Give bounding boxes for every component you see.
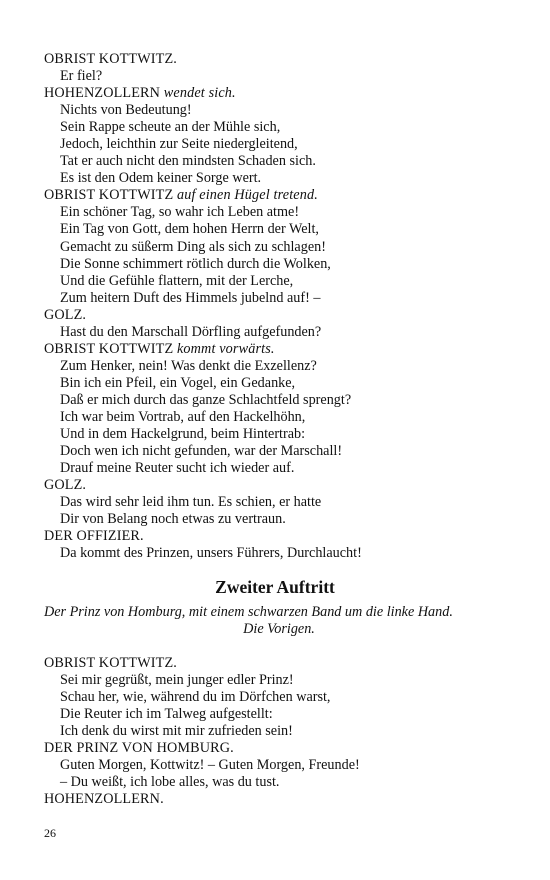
stage-direction-line: Die Vorigen.: [243, 621, 315, 638]
speaker-line: [44, 655, 514, 672]
speaker-name: HOHENZOLLERN.: [44, 791, 164, 808]
speaker-name: OBRIST KOTTWITZ: [44, 187, 174, 204]
verse-line: Bin ich ein Pfeil, ein Vogel, ein Gedanke,: [60, 374, 296, 391]
speaker-direction: auf einen Hügel tretend.: [176, 187, 318, 204]
verse-line: Tat er auch nicht den mindsten Schaden sich.: [60, 153, 316, 170]
speaker-direction: kommt vorwärts.: [176, 340, 275, 357]
verse-line: Und in dem Hackelgrund, beim Hintertrab:: [60, 426, 306, 443]
verse-line: Doch wen ich nicht gefunden, war der Marschall!: [60, 443, 343, 460]
verse-line: Guten Morgen, Kottwitz! – Guten Morgen, Freunde!: [60, 757, 360, 774]
speaker-direction: wendet sich.: [163, 85, 236, 102]
verse-line: Es ist den Odem keiner Sorge wert.: [60, 170, 262, 187]
verse-line: – Du weißt, ich lobe alles, was du tust.: [60, 774, 280, 791]
verse-line: Gemacht zu süßerm Ding als sich zu schlagen!: [60, 238, 326, 255]
verse-line: Zum Henker, nein! Was denkt die Exzellenz?: [60, 357, 317, 374]
page-number: 26: [44, 826, 56, 840]
verse-line: Sei mir gegrüßt, mein junger edler Prinz!: [60, 672, 294, 689]
verse-line: Die Reuter ich im Talweg aufgestellt:: [60, 706, 273, 723]
speaker-line: [44, 51, 514, 68]
speaker-line: [44, 740, 514, 757]
verse-line: Ich denk du wirst mit mir zufrieden sein!: [60, 723, 293, 740]
verse-line: Zum heitern Duft des Himmels jubelnd auf! –: [60, 289, 321, 306]
speaker-name: OBRIST KOTTWITZ.: [44, 655, 177, 671]
verse-line: Da kommt des Prinzen, unsers Führers, Durchlaucht!: [60, 545, 362, 562]
speaker-name: DER PRINZ VON HOMBURG.: [44, 740, 234, 757]
dialogue-block-scene-1: [44, 51, 514, 562]
scene-heading: Zweiter Auftritt: [215, 577, 335, 597]
verse-line: Drauf meine Reuter sucht ich wieder auf.: [60, 460, 295, 477]
verse-line: Hast du den Marschall Dörfling aufgefunden?: [60, 323, 322, 340]
verse-line: Schau her, wie, während du im Dörfchen warst,: [60, 689, 331, 706]
verse-line: Dir von Belang noch etwas zu vertraun.: [60, 511, 286, 528]
verse-line: Das wird sehr leid ihm tun. Es schien, er hatte: [60, 494, 322, 511]
verse-line: Jedoch, leichthin zur Seite niedergleitend,: [60, 136, 298, 153]
dialogue-block-scene-2: [44, 655, 514, 808]
verse-line: Ich war beim Vortrab, auf den Hackelhöhn,: [60, 408, 306, 425]
speaker-name: OBRIST KOTTWITZ: [44, 340, 174, 357]
speaker-name: GOLZ.: [44, 306, 87, 323]
verse-line: Sein Rappe scheute an der Mühle sich,: [60, 119, 281, 136]
verse-line: Nichts von Bedeutung!: [60, 102, 192, 119]
verse-line: Ein Tag von Gott, dem hohen Herrn der Welt,: [60, 221, 319, 238]
speaker-line: [44, 341, 514, 358]
speaker-line: [44, 307, 514, 324]
speaker-line: [44, 791, 514, 808]
speaker-name: HOHENZOLLERN: [44, 85, 161, 102]
speaker-name: OBRIST KOTTWITZ.: [44, 51, 177, 67]
verse-line: Er fiel?: [60, 68, 103, 85]
stage-direction: [44, 604, 514, 638]
speaker-name: GOLZ.: [44, 477, 87, 494]
speaker-name: DER OFFIZIER.: [44, 528, 144, 545]
speaker-line: [44, 187, 514, 204]
stage-direction-line: Der Prinz von Homburg, mit einem schwarzen Band um die linke Hand.: [44, 604, 453, 620]
speaker-line: [44, 85, 514, 102]
verse-line: Und die Gefühle flattern, mit der Lerche,: [60, 272, 294, 289]
speaker-line: [44, 477, 514, 494]
verse-line: Die Sonne schimmert rötlich durch die Wolken,: [60, 255, 331, 272]
verse-line: Ein schöner Tag, so wahr ich Leben atme!: [60, 204, 300, 221]
speaker-line: [44, 528, 514, 545]
verse-line: Daß er mich durch das ganze Schlachtfeld sprengt?: [60, 391, 352, 408]
